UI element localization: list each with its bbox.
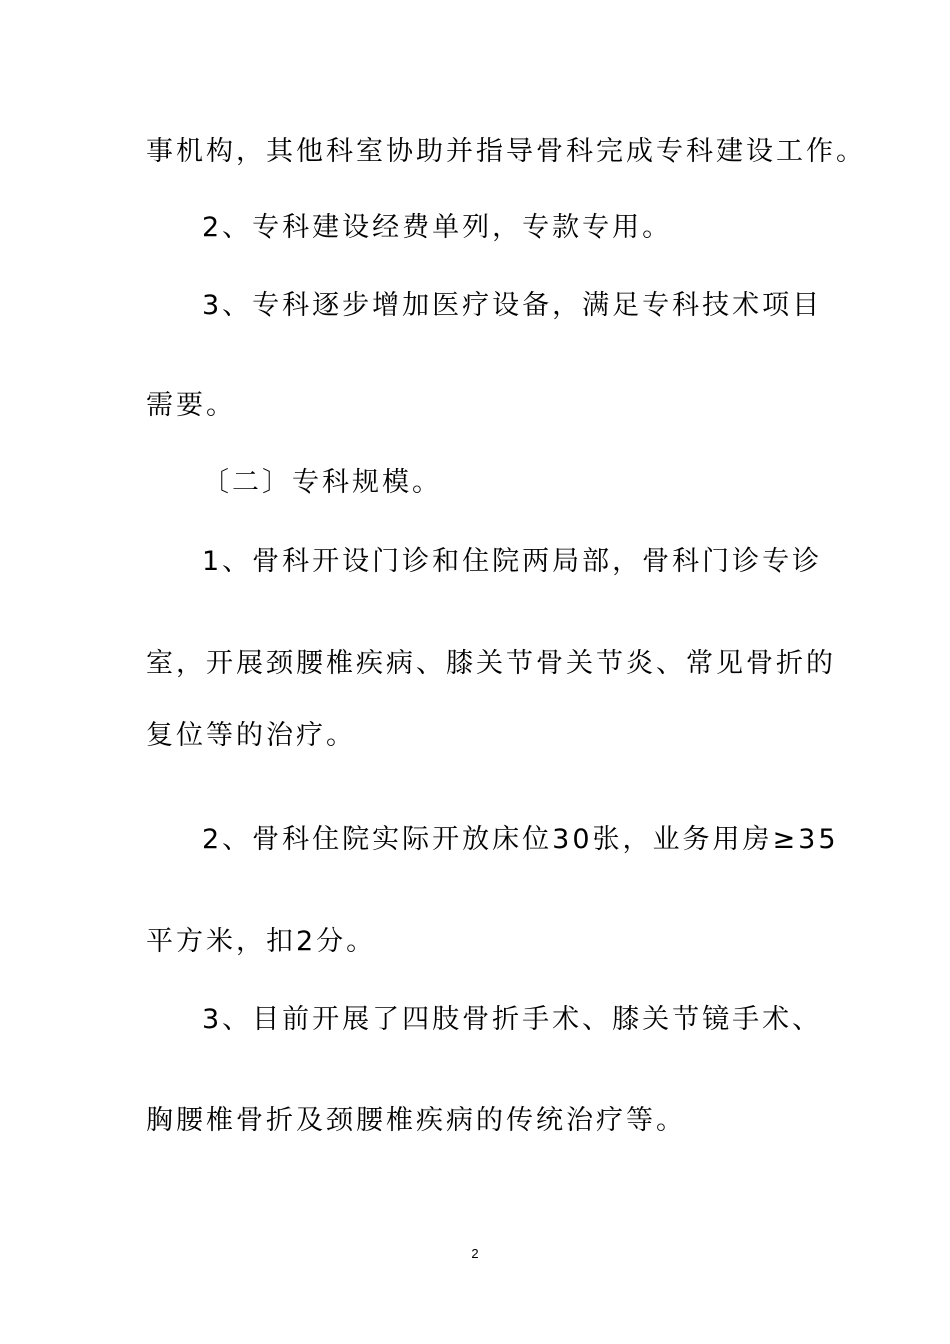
text-line: 2、专科建设经费单列，专款专用。: [202, 212, 673, 243]
text-line: 事机构，其他科室协助并指导骨科完成专科建设工作。: [146, 136, 866, 167]
text-line: 3、专科逐步增加医疗设备，满足专科技术项目: [202, 290, 823, 321]
text-line: 1、骨科开设门诊和住院两局部，骨科门诊专诊: [202, 546, 823, 577]
text-line: 需要。: [146, 390, 236, 421]
text-line: 胸腰椎骨折及颈腰椎疾病的传统治疗等。: [146, 1105, 686, 1136]
text-line: 2、骨科住院实际开放床位30张，业务用房≥35: [202, 824, 839, 855]
section-heading: 〔二〕专科规模。: [202, 467, 442, 498]
text-line: 平方米，扣2分。: [146, 926, 377, 957]
text-line: 3、目前开展了四肢骨折手术、膝关节镜手术、: [202, 1004, 823, 1035]
page-number: 2: [471, 1246, 479, 1261]
text-line: 复位等的治疗。: [146, 720, 356, 751]
text-line: 室，开展颈腰椎疾病、膝关节骨关节炎、常见骨折的: [146, 648, 836, 679]
